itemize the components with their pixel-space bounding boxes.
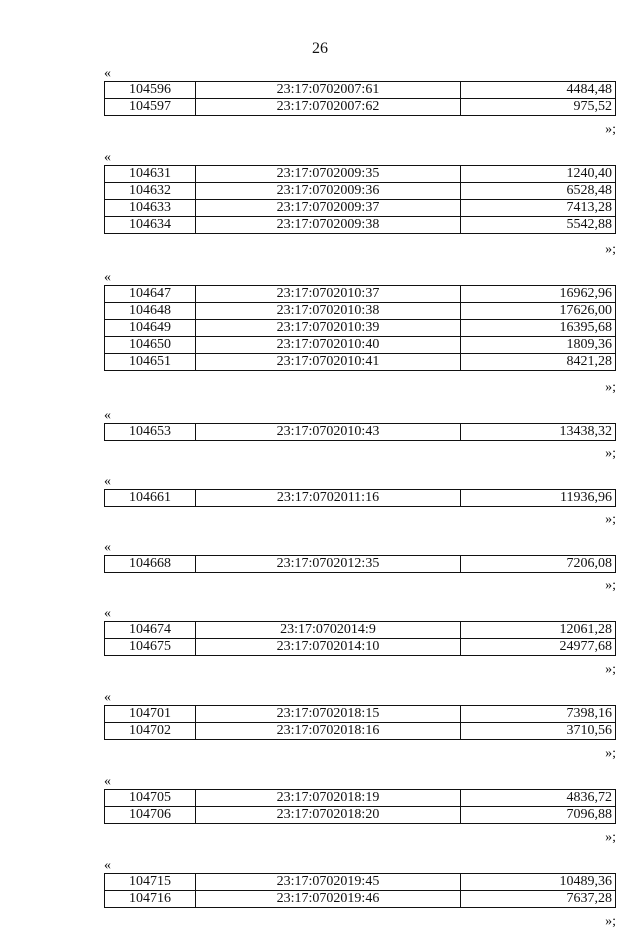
close-quote: »; <box>605 380 616 395</box>
value-cell: 11936,96 <box>461 490 616 507</box>
record-number-cell: 104701 <box>105 706 196 723</box>
cadastral-number-cell: 23:17:0702014:10 <box>196 639 461 656</box>
cadastral-number-cell: 23:17:0702009:38 <box>196 217 461 234</box>
cadastral-number-cell: 23:17:0702019:46 <box>196 891 461 908</box>
table-row <box>105 303 616 320</box>
table-row <box>105 286 616 303</box>
value-cell: 13438,32 <box>461 424 616 441</box>
record-number-cell: 104647 <box>105 286 196 303</box>
open-quote: « <box>104 606 111 621</box>
open-quote: « <box>104 408 111 423</box>
value-cell: 12061,28 <box>461 622 616 639</box>
value-cell: 1240,40 <box>461 166 616 183</box>
cadastral-number-cell: 23:17:0702010:38 <box>196 303 461 320</box>
record-number-cell: 104705 <box>105 790 196 807</box>
value-cell: 17626,00 <box>461 303 616 320</box>
open-quote: « <box>104 540 111 555</box>
quoted-block <box>0 409 640 475</box>
record-number-cell: 104648 <box>105 303 196 320</box>
close-quote: »; <box>605 578 616 593</box>
table-row <box>105 166 616 183</box>
parcel-table <box>104 489 616 507</box>
value-cell: 6528,48 <box>461 183 616 200</box>
cadastral-number-cell: 23:17:0702007:61 <box>196 82 461 99</box>
cadastral-number-cell: 23:17:0702018:20 <box>196 807 461 824</box>
value-cell: 8421,28 <box>461 354 616 371</box>
cadastral-number-cell: 23:17:0702018:15 <box>196 706 461 723</box>
close-quote: »; <box>605 122 616 137</box>
cadastral-number-cell: 23:17:0702009:36 <box>196 183 461 200</box>
table-row <box>105 354 616 371</box>
parcel-table <box>104 285 616 371</box>
value-cell: 3710,56 <box>461 723 616 740</box>
close-quote: »; <box>605 446 616 461</box>
close-quote: »; <box>605 746 616 761</box>
quoted-block <box>0 271 640 409</box>
record-number-cell: 104661 <box>105 490 196 507</box>
close-quote: »; <box>605 830 616 845</box>
value-cell: 4836,72 <box>461 790 616 807</box>
table-row <box>105 622 616 639</box>
value-cell: 5542,88 <box>461 217 616 234</box>
open-quote: « <box>104 150 111 165</box>
table-row <box>105 337 616 354</box>
value-cell: 1809,36 <box>461 337 616 354</box>
record-number-cell: 104633 <box>105 200 196 217</box>
open-quote: « <box>104 858 111 873</box>
cadastral-number-cell: 23:17:0702010:40 <box>196 337 461 354</box>
quoted-block <box>0 475 640 541</box>
value-cell: 7398,16 <box>461 706 616 723</box>
record-number-cell: 104596 <box>105 82 196 99</box>
open-quote: « <box>104 774 111 789</box>
cadastral-number-cell: 23:17:0702009:37 <box>196 200 461 217</box>
cadastral-number-cell: 23:17:0702007:62 <box>196 99 461 116</box>
value-cell: 16395,68 <box>461 320 616 337</box>
close-quote: »; <box>605 512 616 527</box>
table-row <box>105 790 616 807</box>
value-cell: 10489,36 <box>461 874 616 891</box>
parcel-table <box>104 165 616 234</box>
table-row <box>105 99 616 116</box>
value-cell: 7637,28 <box>461 891 616 908</box>
record-number-cell: 104668 <box>105 556 196 573</box>
value-cell: 7413,28 <box>461 200 616 217</box>
value-cell: 7096,88 <box>461 807 616 824</box>
cadastral-number-cell: 23:17:0702010:41 <box>196 354 461 371</box>
parcel-table <box>104 423 616 441</box>
open-quote: « <box>104 690 111 705</box>
quoted-block <box>0 775 640 859</box>
record-number-cell: 104674 <box>105 622 196 639</box>
table-row <box>105 200 616 217</box>
record-number-cell: 104650 <box>105 337 196 354</box>
cadastral-number-cell: 23:17:0702012:35 <box>196 556 461 573</box>
parcel-table <box>104 705 616 740</box>
record-number-cell: 104716 <box>105 891 196 908</box>
open-quote: « <box>104 66 111 81</box>
table-row <box>105 490 616 507</box>
record-number-cell: 104706 <box>105 807 196 824</box>
open-quote: « <box>104 270 111 285</box>
document-body <box>0 67 640 943</box>
page-number: 26 <box>312 40 328 57</box>
table-row <box>105 807 616 824</box>
quoted-block <box>0 151 640 271</box>
parcel-table <box>104 873 616 908</box>
close-quote: »; <box>605 662 616 677</box>
table-row <box>105 424 616 441</box>
quoted-block <box>0 691 640 775</box>
open-quote: « <box>104 474 111 489</box>
table-row <box>105 639 616 656</box>
table-row <box>105 217 616 234</box>
quoted-block <box>0 859 640 943</box>
cadastral-number-cell: 23:17:0702011:16 <box>196 490 461 507</box>
parcel-table <box>104 81 616 116</box>
value-cell: 24977,68 <box>461 639 616 656</box>
value-cell: 16962,96 <box>461 286 616 303</box>
record-number-cell: 104702 <box>105 723 196 740</box>
cadastral-number-cell: 23:17:0702010:37 <box>196 286 461 303</box>
value-cell: 975,52 <box>461 99 616 116</box>
record-number-cell: 104634 <box>105 217 196 234</box>
value-cell: 7206,08 <box>461 556 616 573</box>
value-cell: 4484,48 <box>461 82 616 99</box>
record-number-cell: 104653 <box>105 424 196 441</box>
cadastral-number-cell: 23:17:0702018:16 <box>196 723 461 740</box>
record-number-cell: 104675 <box>105 639 196 656</box>
table-row <box>105 320 616 337</box>
parcel-table <box>104 789 616 824</box>
record-number-cell: 104715 <box>105 874 196 891</box>
cadastral-number-cell: 23:17:0702014:9 <box>196 622 461 639</box>
cadastral-number-cell: 23:17:0702010:43 <box>196 424 461 441</box>
parcel-table <box>104 555 616 573</box>
table-row <box>105 874 616 891</box>
quoted-block <box>0 67 640 151</box>
cadastral-number-cell: 23:17:0702018:19 <box>196 790 461 807</box>
cadastral-number-cell: 23:17:0702019:45 <box>196 874 461 891</box>
table-row <box>105 556 616 573</box>
parcel-table <box>104 621 616 656</box>
quoted-block <box>0 607 640 691</box>
quoted-block <box>0 541 640 607</box>
table-row <box>105 82 616 99</box>
record-number-cell: 104631 <box>105 166 196 183</box>
record-number-cell: 104649 <box>105 320 196 337</box>
close-quote: »; <box>605 242 616 257</box>
cadastral-number-cell: 23:17:0702009:35 <box>196 166 461 183</box>
close-quote: »; <box>605 914 616 929</box>
table-row <box>105 706 616 723</box>
table-row <box>105 183 616 200</box>
table-row <box>105 723 616 740</box>
table-row <box>105 891 616 908</box>
record-number-cell: 104632 <box>105 183 196 200</box>
cadastral-number-cell: 23:17:0702010:39 <box>196 320 461 337</box>
record-number-cell: 104597 <box>105 99 196 116</box>
record-number-cell: 104651 <box>105 354 196 371</box>
